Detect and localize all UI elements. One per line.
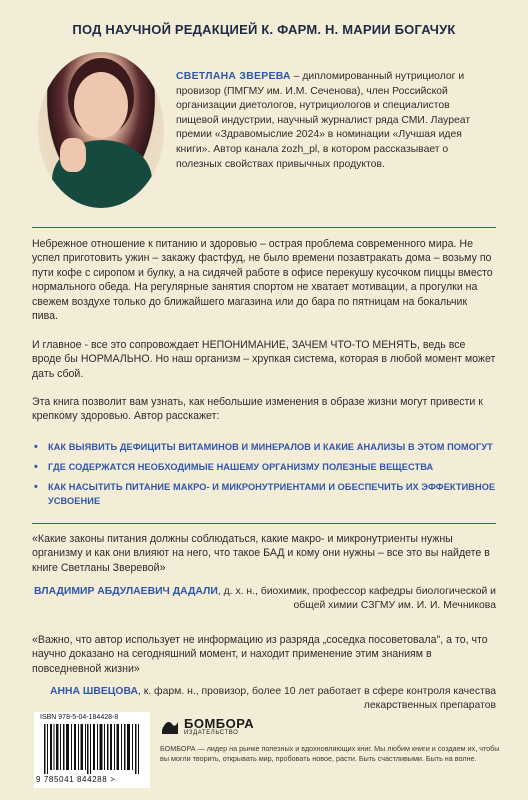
review-attribution — [32, 685, 496, 713]
author-bio-text: – дипломированный нутрициолог и провизор (ПМГМУ им. И.М. Сеченова), член Российской организации диетологов, нутрициологов и специалистов пищевой индустрии, научный журналист ряда СМИ. Лауреат премии «Здравомыслие 2024» в номинации «Лучшая идея книги». Автор канала zozh_pl, в котором рассказывает о полезных свойствах привычных продуктов. — [176, 71, 471, 170]
reviewer-name: ВЛАДИМИР АБДУЛАЕВИЧ ДАДАЛИ — [34, 586, 218, 597]
logo-wordmark: БОМБОРА — [184, 716, 255, 731]
lead-paragraph: Эта книга позволит вам узнать, как небольшие изменения в образе жизни могут привести к крепкому здоровью. Автор расскажет: — [32, 396, 483, 423]
reviewer-credentials: , к. фарм. н., провизор, более 10 лет работает в сфере контроля качества лекарственных препаратов — [137, 686, 496, 712]
topic-item: • КАК НАСЫТИТЬ ПИТАНИЕ МАКРО- И МИКРОНУТРИЕНТАМИ И ОБЕСПЕЧИТЬ ИХ ЭФФЕКТИВНОЕ УСВОЕНИЕ — [32, 481, 496, 507]
page-header: ПОД НАУЧНОЙ РЕДАКЦИЕЙ К. ФАРМ. Н. МАРИИ БОГАЧУК — [72, 22, 456, 37]
bombora-wave-icon — [160, 716, 180, 736]
logo-subtitle: ИЗДАТЕЛЬСТВО — [184, 730, 239, 736]
barcode — [34, 712, 150, 788]
publisher-logo — [160, 714, 270, 740]
reviewer-credentials: , д. х. н., биохимик, профессор кафедры биологической и общей химии СЗГМУ им. И. И. Мечникова — [217, 586, 496, 612]
author-photo — [38, 52, 164, 208]
intro-paragraph: Небрежное отношение к питанию и здоровью – острая проблема современного мира. Не успел приготовить ужин – закажу фастфуд, не было времени позавтракать дома – возьму по пути кофе с сиропом и булку, а на сидячей работе в офисе перекушу кусочком пиццы вместо нормального обеда. На регулярные занятия спортом не хватает мотивации, а прогулки на свежем воздухе только до ближайшего магазина или до бара по пятницам на бокальчик пива. — [32, 238, 493, 323]
author-bio — [176, 70, 494, 172]
review-quote: «Какие законы питания должны соблюдаться, какие макро- и микронутриенты нужны организму и как они влияют на него, что такое БАД и кому они нужны – все это вы найдете в книге Светланы Зверевой» — [32, 533, 490, 574]
author-name: СВЕТЛАНА ЗВЕРЕВА — [176, 71, 291, 82]
divider — [32, 523, 496, 524]
reviewer-name: АННА ШВЕЦОВА — [50, 686, 138, 697]
barcode-bars — [44, 724, 140, 774]
review-attribution — [32, 585, 496, 613]
topic-item: • КАК ВЫЯВИТЬ ДЕФИЦИТЫ ВИТАМИНОВ И МИНЕРАЛОВ И КАКИЕ АНАЛИЗЫ В ЭТОМ ПОМОГУТ — [32, 441, 496, 454]
barcode-number: 9 785041 844288 > — [36, 775, 116, 784]
topics-list — [32, 441, 496, 515]
topic-item: • ГДЕ СОДЕРЖАТСЯ НЕОБХОДИМЫЕ НАШЕМУ ОРГАНИЗМУ ПОЛЕЗНЫЕ ВЕЩЕСТВА — [32, 461, 496, 474]
publisher-description: БОМБОРА — лидер на рынке полезных и вдохновляющих книг. Мы любим книги и создаем их, чтобы вы могли творить, открывать мир, пробовать новое, расти. Быть счастливыми. Быть на волне. — [160, 744, 500, 763]
divider — [32, 227, 496, 228]
main-paragraph: И главное - все это сопровождает НЕПОНИМАНИЕ, ЗАЧЕМ ЧТО-ТО МЕНЯТЬ, ведь все вроде бы НОРМАЛЬНО. Но наш организм – хрупкая система, которая в любой момент может дать сбой. — [32, 339, 496, 380]
review-quote: «Важно, что автор использует не информацию из разряда „соседка посоветовала", а то, что научно доказано на сегодняшний момент, и находит применение этим знаниям в повседневной жизни» — [32, 634, 488, 675]
isbn-text: ISBN 978-5-04-184428-8 — [40, 714, 119, 721]
